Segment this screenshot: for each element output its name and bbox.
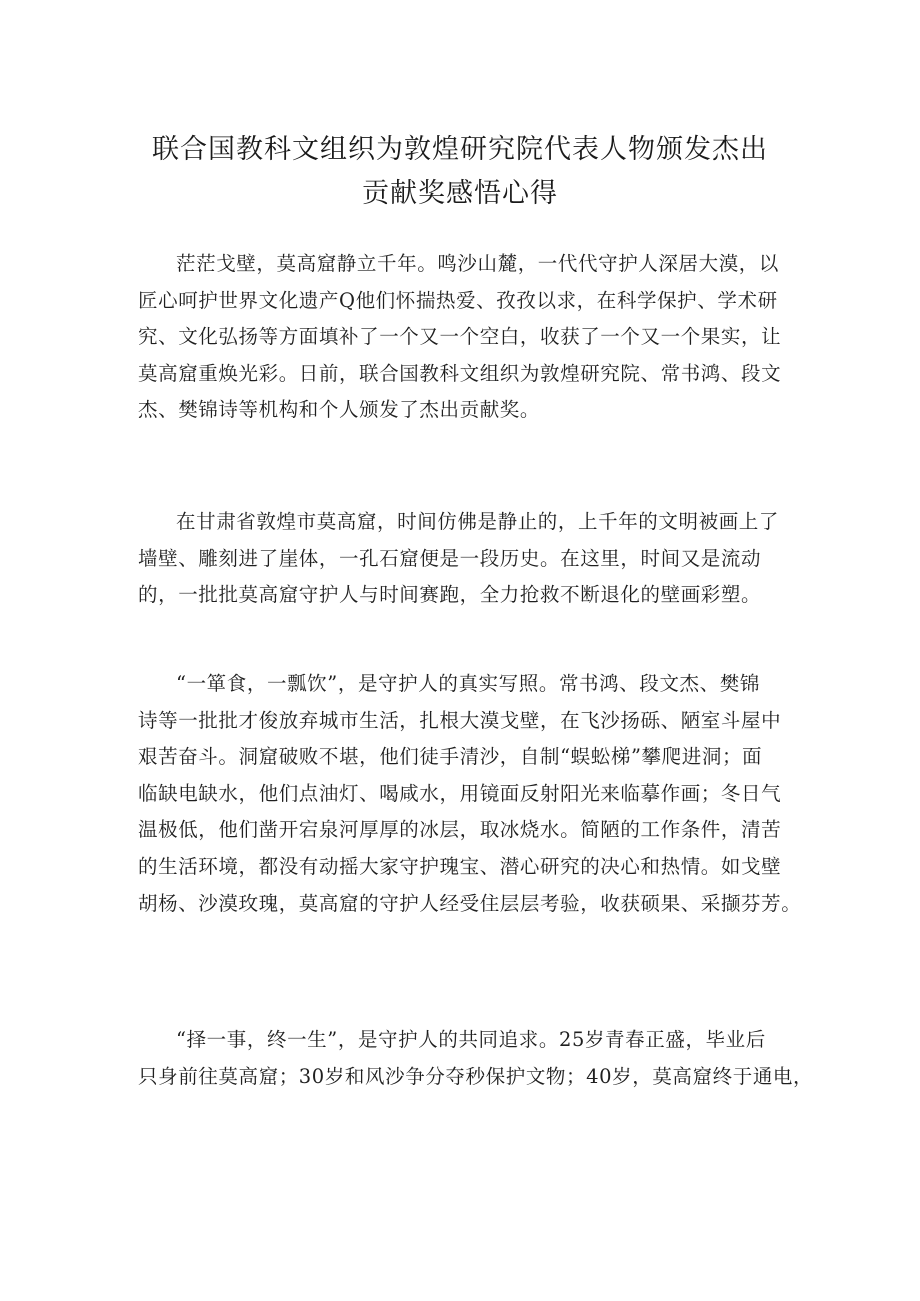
paragraph-line: 究、文化弘扬等方面填补了一个又一个空白，收获了一个又一个果实，让 (138, 325, 782, 349)
title-line-1: 联合国教科文组织为敦煌研究院代表人物颁发杰出 (152, 134, 768, 165)
title-line-2: 贡献奖感悟心得 (362, 178, 558, 209)
paragraph-3 (138, 666, 802, 922)
paragraph-line: “一箪食，一瓢饮”，是守护人的真实写照。常书鸿、段文杰、樊锦 (176, 672, 760, 695)
paragraph-line: 温极低，他们凿开宕泉河厚厚的冰层，取冰烧水。简陋的工作条件，清苦 (138, 818, 782, 842)
paragraph-line: 在甘肃省敦煌市莫高窟，时间仿佛是静止的，上千年的文明被画上了 (176, 510, 780, 533)
paragraph-line: 匠心呵护世界文化遗产Q他们怀揣热爱、孜孜以求，在科学保护、学术研 (138, 288, 778, 312)
paragraph-line: 墙壁、雕刻进了崖体，一孔石窟便是一段历史。在这里，时间又是流动 (138, 546, 762, 570)
paragraph-line: 胡杨、沙漠玫瑰，莫高窟的守护人经受住层层考验，收获硕果、采撷芬芳。 (138, 891, 802, 915)
paragraph-line: 莫高窟重焕光彩。日前，联合国教科文组织为敦煌研究院、常书鸿、段文 (138, 361, 782, 385)
paragraph-line: 的生活环境，都没有动摇大家守护瑰宝、潜心研究的决心和热情。如戈壁 (138, 854, 782, 878)
paragraph-line: 杰、樊锦诗等机构和个人颁发了杰出贡献奖。 (138, 398, 541, 422)
paragraph-line: 只身前往莫高窟；30岁和风沙争分夺秒保护文物；40岁，莫高窟终于通电， (138, 1064, 814, 1088)
paragraph-4 (138, 1022, 814, 1095)
paragraph-1 (138, 246, 798, 429)
paragraph-line: 的，一批批莫高窟守护人与时间赛跑，全力抢救不断退化的壁画彩塑。 (138, 583, 762, 607)
paragraph-2 (138, 504, 798, 614)
paragraph-line: 茫茫戈壁，莫高窟静立千年。鸣沙山麓，一代代守护人深居大漠，以 (176, 252, 780, 275)
paragraph-line: 艰苦奋斗。洞窟破败不堪，他们徒手清沙，自制“蜈蚣梯”攀爬进洞；面 (138, 745, 763, 769)
paragraph-line: “择一事，终一生”，是守护人的共同追求。25岁青春正盛，毕业后 (176, 1028, 766, 1051)
paragraph-line: 诗等一批批才俊放弃城市生活，扎根大漠戈壁，在飞沙扬砾、陋室斗屋中 (138, 708, 782, 732)
paragraph-line: 临缺电缺水，他们点油灯、喝咸水，用镜面反射阳光来临摹作画；冬日气 (138, 781, 782, 805)
document-title (130, 128, 790, 216)
